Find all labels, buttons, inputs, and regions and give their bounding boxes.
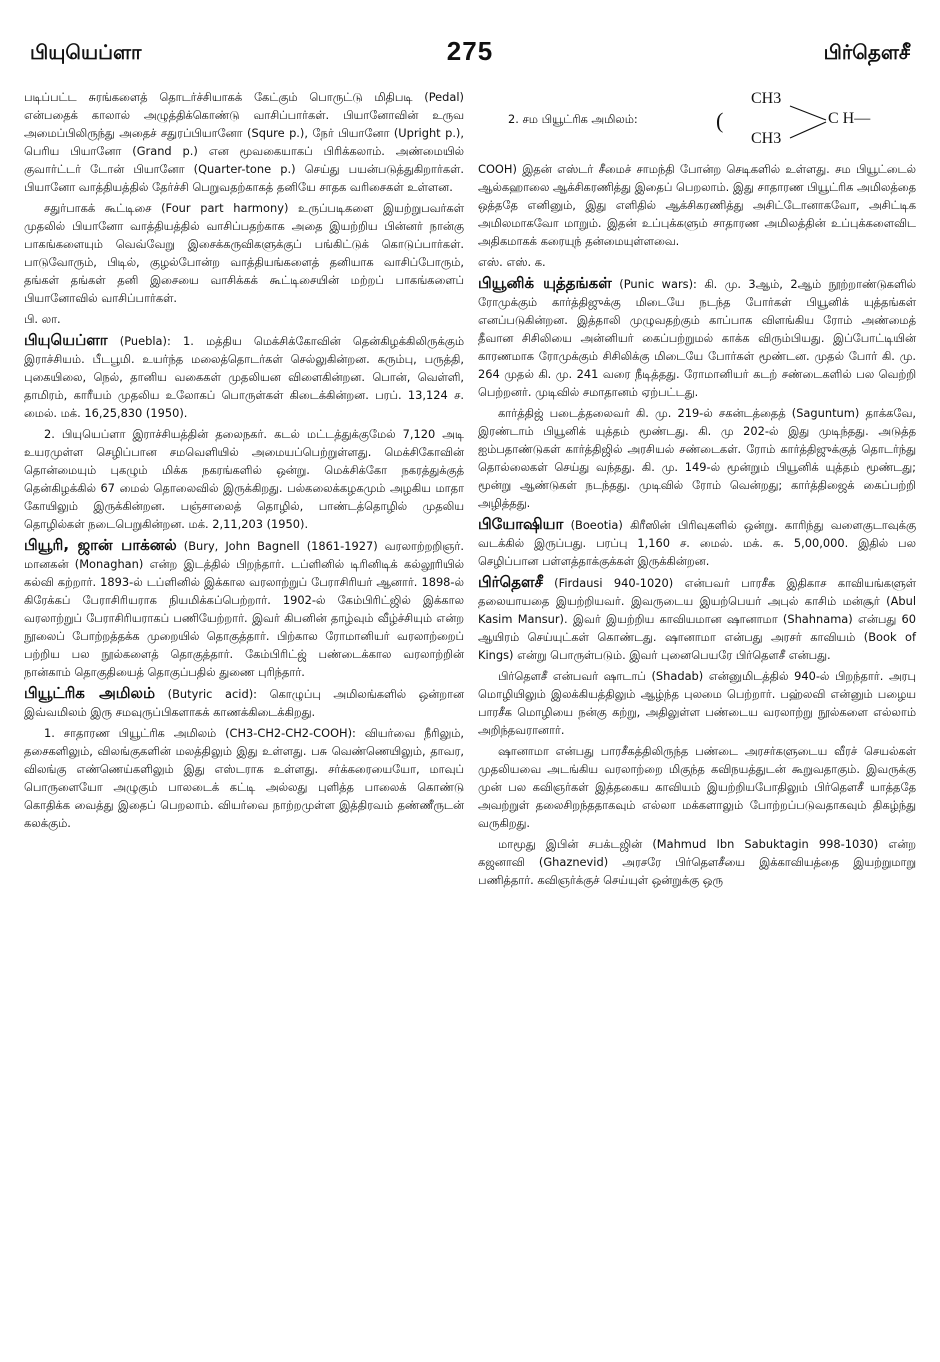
body-paragraph (24, 425, 464, 533)
entry-headword: பியோஷியா (478, 515, 564, 533)
body-paragraph (478, 742, 916, 832)
entry-headword: பியுயெப்ளா (24, 331, 108, 349)
body-paragraph (478, 404, 916, 512)
paragraph-text: எஸ். எஸ். க. (478, 255, 546, 269)
formula-bonds (788, 102, 828, 142)
paragraph-text: கார்த்திஜ் படைத்தலைவர் கி. மு. 219-ல் சகன்டத்தைத் (Saguntum) தாக்கவே, இரண்டாம் பியூனிக் யுத்தம் மூண்டது. கி. மு 202-ல் இது முடிந்தது. அடுத்த ஐம்பதாண்டுகள் கார்த்திஜில் அரசியல் சண்டைகள். ரோம் கார்த்திஜுக்குத் தொடர்ந்து தொல்லைகள் செய்து வந்தது. கி. மு. 149-ல் மூன்றும் பியூனிக் யுத்தம் மூண்டது; மூன்று ஆண்டுகள் நடந்தது. முடிவில் ரோம் வென்றது; கார்த்திஜைக் கைப்பற்றி அழித்தது. (478, 406, 916, 510)
paragraph-text: 1. சாதாரண பியூட்ரிக அமிலம் (CH3-CH2-CH2-COOH): வியர்வை நீரிலும், தசைகளிலும், விலங்குகளின் மலத்திலும் இது உள்ளது. பசு வெண்ணெயிலும், தாவர, விலங்கு எண்ணெய்களிலும் இது எஸ்டராக உள்ளது. சர்க்கரையையோ, மாவுப் பொருளையோ அழுகும் பாலடைக் கட்டி அல்லது புளித்த பாலைக் கொண்டு கொதிக்க வைத்து இதைப் பெறலாம். வியர்வை நாற்றமுள்ள இத்திரவம் தண்ணீருடன் கலக்கும். (24, 726, 464, 830)
paragraph-text: படிப்பட்ட சுரங்களைத் தொடர்ச்சியாகக் கேட்கும் பொருட்டு மிதிபடி (Pedal) என்பதைக் காலால் அழுத்திக்கொண்டு வாசிப்பார்கள். பியானோவின் உருவ அமைப்பிலிருந்து அதைச் சதுரப்பியானோ (Squre p.), நேர் பியானோ (Upright p.), பெரிய பியானோ (Grand p.) என மூவகையாகப் பிரிக்கலாம். அண்மையில் குவார்ட்டர் டோன் பியானோ (Quarter-tone p.) செய்து பயன்படுத்துகிறார்கள். பியானோ வாத்தியத்தில் தேர்ச்சி பெறுவதற்காகத் தனியே சாதக வரிசைகள் உள்ளன. (24, 90, 464, 194)
paragraph-text: பி. லா. (24, 312, 61, 326)
body-paragraph (24, 199, 464, 307)
iso-butyric-formula (478, 88, 916, 160)
paragraph-text: (Bury, John Bagnell (1861-1927) வரலாற்றறிஞர். மானகன் (Monaghan) என்ற இடத்தில் பிறந்தார். டப்ளினில் டிரினிடிக் கல்லூரியில் கல்வி கற்றார். 1893-ல் டப்ளினில் இக்கால வரலாற்றுப் பேராசிரியர் ஆனார். 1898-ல் கிரேக்கப் பேராசிரியராக நியமிக்கப்பெற்றார். 1902-ல் கேம்பிரிட்ஜில் இக்கால வரலாற்றுப் பேராசிரியராகப் பணியேற்றார். இவர் கிபனின் தாழ்வும் வீழ்ச்சியும் என்ற நூலைப் போற்றத்தக்க முறையில் தொகுத்தார். பிற்கால ரோமானியர் வரலாற்றைப் பற்றிய பல நூல்களைத் தொகுத்தார். கேம்பிரிட்ஜ் பண்டைக்கால வரலாற்றின் நான்காம் தொகுதியைத் தொகுப்பதில் துணை புரிந்தார். (24, 539, 464, 679)
page-number: 275 (446, 36, 494, 66)
paragraph-text: (Firdausi 940-1020) என்பவர் பாரசீக இதிகாச காவியங்களுள் தலையாயதை இயற்றியவர். இவருடைய இயற்பெயர் அபுல் காசிம் மன்சூர் (Abul Kasim Mansur). இவர் இயற்றிய காவியமான ஷானாமா (Shahnama) என்பது 60 ஆயிரம் செய்யுட்கள் கொண்டது. ஷானாமா என்பது அரசர் காவியம் (Book of Kings) என்று பொருள்படும். இவர் புனைபெயரே பிர்தௌசீ என்பது. (478, 576, 916, 662)
body-paragraph (24, 88, 464, 196)
formula-ch-group: C H— (828, 110, 871, 127)
entry-paragraph (24, 684, 464, 721)
paragraph-text: மாமூது இபின் சபக்டஜின் (Mahmud Ibn Sabuktagin 998-1030) என்ற கஜனாவி (Ghaznevid) அரசரே பிர்தௌசீயை இக்காவியத்தை இயற்றுமாறு பணித்தார். கவிஞர்க்குச் செய்யுள் ஒன்றுக்கு ஒரு (478, 837, 916, 887)
entry-headword: பியூரி, ஜான் பாக்னல் (24, 536, 177, 554)
entry-paragraph (24, 331, 464, 422)
right-column (478, 88, 916, 892)
formula-ch3-top: CH3 (751, 90, 782, 107)
paragraph-text: (Puebla): 1. மத்திய மெக்சிக்கோவின் தென்கிழக்கிலிருக்கும் இராச்சியம். பீடபூமி. உயர்ந்த மலைத்தொடர்கள் செல்லுகின்றன. கரும்பு, பருத்தி, புகையிலை, நெல், தானிய வகைகள் முதலியன விளைகின்றன. பொன், வெள்ளி, தாமிரம், காரீயம் முதலிய உலோகப் பொருள்கள் கிடைக்கின்றன. பரப். 13,124 ச. மைல். மக். 16,25,830 (1950). (24, 334, 464, 420)
paragraph-text: பிர்தௌசீ என்பவர் ஷாடாப் (Shadab) என்னுமிடத்தில் 940-ல் பிறந்தார். அரபு மொழியிலும் இலக்கியத்திலும் ஆழ்ந்த புலமை பெற்றார். பஹ்லவி என்னும் பழைய பாரசீக மொழியை நன்கு கற்று, அதிலுள்ள பண்டைய வரலாற்று நூல்களை எல்லாம் அறிந்தவரானார். (478, 669, 916, 737)
formula-label: 2. சம பியூட்ரிக அமிலம்: (508, 112, 638, 126)
entry-paragraph (478, 573, 916, 664)
signature (478, 253, 916, 271)
body-paragraph (478, 160, 916, 250)
paragraph-text: (Butyric acid): கொழுப்பு அமிலங்களில் ஒன்றான இவ்வமிலம் இரு சமவுருப்பிகளாகக் காணக்கிடைக்கிறது. (24, 687, 464, 719)
header-left-guide-word: பியுயெப்ளா (30, 40, 142, 64)
entry-paragraph (478, 515, 916, 570)
paragraph-text: (Punic wars): கி. மு. 3ஆம், 2ஆம் நூற்றாண்டுகளில் ரோமுக்கும் கார்த்திஜுக்கு மிடையே நடந்த போர்கள் பியூனிக் யுத்தங்கள் எனப்படுகின்றன. இத்தாலி முழுவதற்கும் காப்பாக விளங்கிய ரோம் அண்மைத் தீவான சிசிலியை அன்னியர் கைப்பற்றுமல் காக்க விரும்பியது. இப்போட்டியின் காரணமாக ரோமுக்கும் சிசிலிக்கு மிடையே போர்கள் மூண்டன. முதல் போர் கி. மு. 264 முதல் கி. மு. 241 வரை நீடித்தது. ரோமானியர் கடற் சண்டைகளில் பல வெற்றி பெற்றனர். முடிவில் சமாதானம் ஏற்பட்டது. (478, 277, 916, 399)
paragraph-text: சதுர்பாகக் கூட்டிசை (Four part harmony) உருப்படிகளை இயற்றுபவர்கள் முதலில் பியானோ வாத்தியத்தில் வாசிப்பதற்காக அதை இயற்றிய பின்னர் நான்கு பாகங்களையும் வெவ்வேறு இசைக்கருவிகளுக்குப் பங்கிட்டுக் கொடுப்பார்கள். பாடுவோரும், பிடில், குழல்போன்ற வாத்தியங்களைத் தனியாக வாசிப்போரும், தங்கள் தங்கள் தனி இசையை வாசிக்கக் கூட்டிசையின் மற்றப் பாகங்களைப் பியானோவில் வாசிப்பார்கள். (24, 201, 464, 305)
entry-headword: பிர்தௌசீ (478, 573, 543, 591)
entry-paragraph (478, 274, 916, 401)
body-paragraph (24, 724, 464, 832)
body-paragraph (478, 667, 916, 739)
body-paragraph (478, 835, 916, 889)
formula-ch3-bottom: CH3 (751, 130, 782, 147)
entry-headword: பியூனிக் யுத்தங்கள் (478, 274, 612, 292)
header-right-guide-word: பிர்தௌசீ (823, 40, 910, 64)
signature (24, 310, 464, 328)
entry-headword: பியூட்ரிக அமிலம் (24, 684, 156, 702)
paragraph-text: 2. பியுயெப்ளா இராச்சியத்தின் தலைநகர். கடல் மட்டத்துக்குமேல் 7,120 அடி உயரமுள்ள செழிப்பான சமவெளியில் அமையப்பெற்றுள்ளது. மெக்சிகோவின் தொன்மையும் புகழும் மிக்க நகரங்களில் ஒன்று. மெக்சிக்கோ நகரத்துக்குத் தென்கிழக்கில் 67 மைல் தொலைவில் இருக்கிறது. பல்கலைக்கழகமும் அழகிய மாதா கோயிலும் இருக்கின்றன. பஞ்சாலைத் தொழில், பாண்டத்தொழில் முதலிய தொழில்கள் நடைபெறுகின்றன. மக். 2,11,203 (1950). (24, 427, 464, 531)
paragraph-text: ஷானாமா என்பது பாரசீகத்திலிருந்த பண்டை அரசர்களுடைய வீரச் செயல்கள் முதலியவை அடங்கிய வரலாற்றை மிகுந்த கவிநயத்துடன் கூறுவதாகும். இவருக்கு முன் பல கவிஞர்கள் இத்தகைய காவியம் இயற்றியபோதிலும் பிர்தௌசீ யாத்ததே அவற்றுள் தலைசிறந்ததாகவும் எல்லா மக்களாலும் போற்றப்படுவதாகவும் திகழ்ந்து வருகிறது. (478, 744, 916, 830)
paragraph-text: COOH) இதன் எஸ்டர் சீமைச் சாமந்தி போன்ற செடிகளில் உள்ளது. சம பியூட்டைல் ஆல்கஹாலை ஆக்சிகரணித்து இதைப் பெறலாம். இது சாதாரண பியூட்ரிக அமிலத்தை ஒத்ததே எனினும், இது எளிதில் ஆக்சிகரணித்து அசிட்டோனாகவோ, அசிட்டிக அமிலமாகவோ மாறும். இதன் உப்புக்களும் சாதாரண அமிலத்தின் உப்புக்களைவிட அதிகமாகக் கரையுந் தன்மையுள்ளவை. (478, 162, 916, 248)
left-column (24, 88, 464, 835)
page-header (30, 36, 910, 74)
formula-paren: ( (716, 108, 724, 133)
entry-paragraph (24, 536, 464, 681)
paragraph-text: (Boeotia) கிரீஸின் பிரிவுகளில் ஒன்று. காரிந்து வளைகுடாவுக்கு வடக்கில் இருப்பது. பரப்பு 1,160 ச. மைல். மக். சு. 5,00,000. இதில் பல செழிப்பான பள்ளத்தாக்குக்கள் இருக்கின்றன. (478, 518, 916, 568)
